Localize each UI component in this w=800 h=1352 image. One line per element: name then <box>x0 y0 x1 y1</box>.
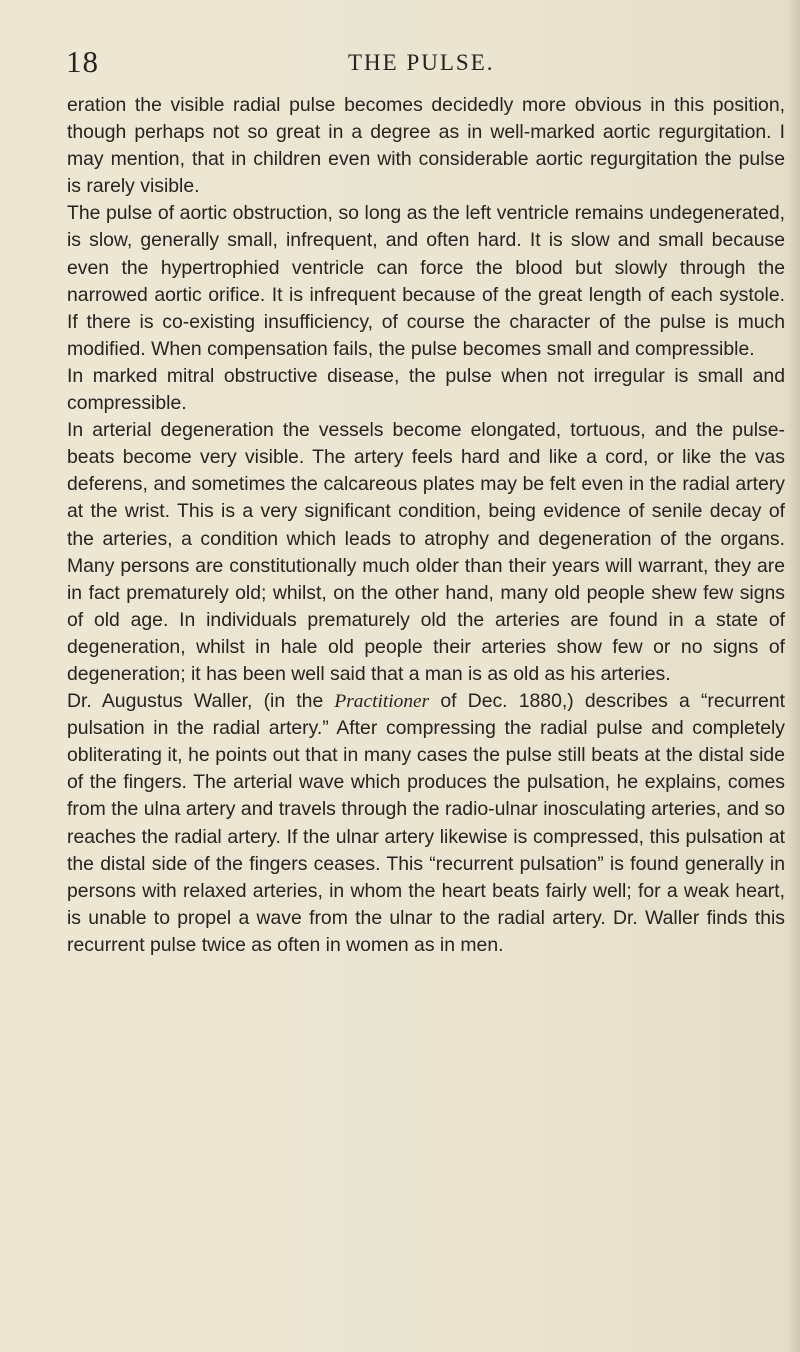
page-header <box>66 44 784 84</box>
body-text <box>67 92 785 959</box>
paragraph-arterial-degeneration: In arterial degeneration the vessels become elongated, tortuous, and the pulse-beats become very visible. The artery feels hard and like a cord, or like the vas deferens, and sometimes the calcareous plates may be felt even in the radial artery at the wrist. This is a very significant condition, being evidence of senile decay of the arteries, a condition which leads to atrophy and degeneration of the organs. Many persons are constitutionally much older than their years will warrant, they are in fact prematurely old; whilst, on the other hand, many old people shew few signs of old age. In individuals prematurely old the arteries are found in a state of degeneration, whilst in hale old people their arteries show few or no signs of degeneration; it has been well said that a man is as old as his arteries. <box>67 419 785 685</box>
paragraph-mitral-obstruction: In marked mitral obstructive disease, the pulse when not irregular is small and compressible. <box>67 364 785 415</box>
paragraph-recurrent-pulsation <box>67 688 785 959</box>
page-edge-shadow <box>786 0 800 1352</box>
paragraph-aortic-obstruction: The pulse of aortic obstruction, so long as the left ventricle remains undegenerated, is slow, generally small, infrequent, and often hard. It is slow and small because even the hypertrophied ventricle can force the blood but slowly through the narrowed aortic orifice. It is infrequent because of the great length of each systole. If there is co-existing insufficiency, of course the character of the pulse is much modified. When compensation fails, the pulse becomes small and compressible. <box>67 202 785 360</box>
recurrent-pulsation-text-start: Dr. Augustus Waller, (in the <box>67 690 335 713</box>
paragraph-continuation: eration the visible radial pulse becomes decidedly more obvious in this position, though perhaps not so great in a degree as in well-marked aortic regurgitation. I may mention, that in children even with considerable aortic regurgitation the pulse is rarely visible. <box>67 94 785 198</box>
page-number: 18 <box>66 44 99 79</box>
running-head: THE PULSE. <box>348 50 495 75</box>
journal-title: Practitioner <box>334 691 430 713</box>
recurrent-pulsation-text-rest: of Dec. 1880,) describes a “recurrent pulsation in the radial artery.” After compressing the radial pulse and completely obliterating it, he points out that in many cases the pulse still beats at the distal side of the fingers. The arterial wave which produces the pulsation, he explains, comes from the ulna artery and travels through the radio-ulnar inosculating arteries, and so reaches the radial artery. If the ulnar artery likewise is compressed, this pulsation at the distal side of the fingers ceases. This “recurrent pulsation” is found generally in persons with relaxed arteries, in whom the heart beats fairly well; for a weak heart, is unable to propel a wave from the ulnar to the radial artery. Dr. Waller finds this recurrent pulse twice as often in women as in men. <box>67 690 785 956</box>
